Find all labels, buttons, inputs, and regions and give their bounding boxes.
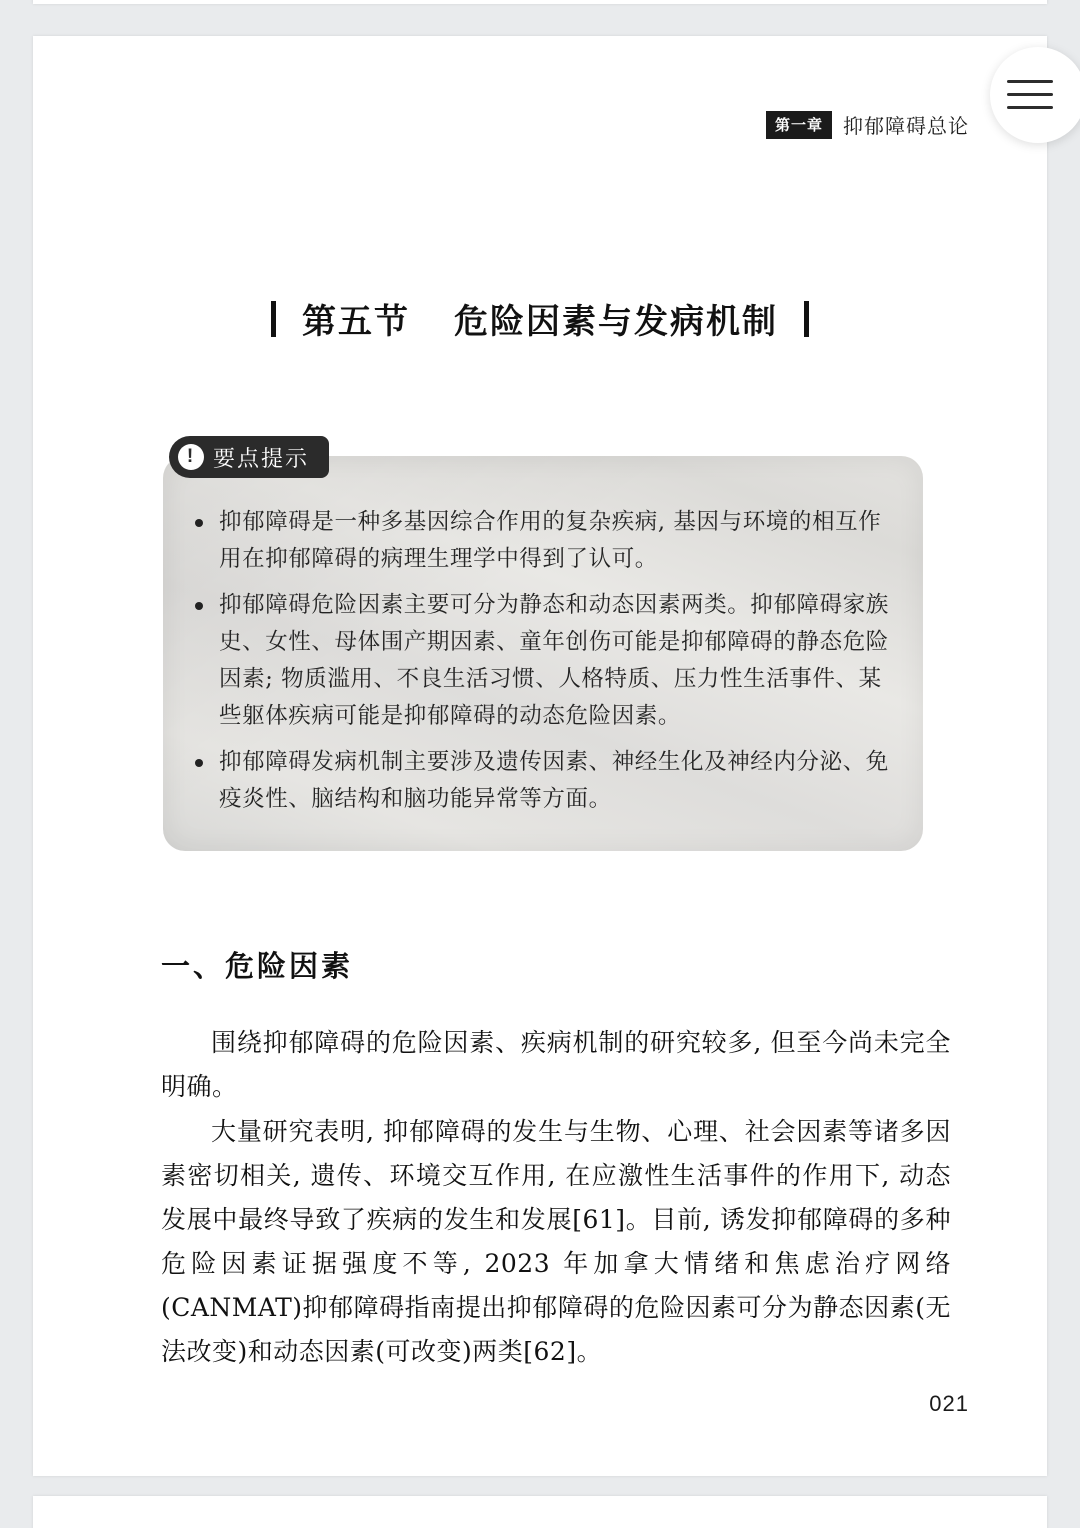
title-rule-right — [804, 301, 809, 337]
document-page[interactable] — [33, 36, 1047, 1476]
page-number: 021 — [929, 1391, 969, 1416]
list-item: 抑郁障碍发病机制主要涉及遗传因素、神经生化及神经内分泌、免疫炎性、脑结构和脑功能异常等方面。 — [193, 744, 889, 818]
key-points-label — [169, 436, 329, 478]
previous-page-sheet — [33, 0, 1047, 4]
key-points-box — [163, 445, 923, 851]
paragraph: 大量研究表明, 抑郁障碍的发生与生物、心理、社会因素等诸多因素密切相关, 遗传、环境交互作用, 在应激性生活事件的作用下, 动态发展中最终导致了疾病的发生和发展[61]。目前, 诱发抑郁障碍的多种危险因素证据强度不等, 2023 年加拿大情绪和焦虑治疗网络(CANMAT)抑郁障碍指南提出抑郁障碍的危险因素可分为静态因素(无法改变)和动态因素(可改变)两类[62]。 — [161, 1117, 951, 1366]
next-page-sheet — [33, 1496, 1047, 1528]
chapter-title-text: 抑郁障碍总论 — [843, 116, 969, 138]
title-rule-left — [271, 301, 276, 337]
running-head — [766, 110, 969, 139]
section-heading-text: 危险因素与发病机制 — [454, 303, 778, 341]
menu-button[interactable] — [990, 47, 1080, 143]
body-text — [161, 1021, 951, 1375]
section-number: 第五节 — [302, 303, 410, 341]
menu-icon — [1007, 80, 1053, 110]
list-item: 抑郁障碍是一种多基因综合作用的复杂疾病, 基因与环境的相互作用在抑郁障碍的病理生理学中得到了认可。 — [193, 504, 889, 578]
exclamation-icon: ! — [178, 444, 204, 470]
paragraph: 围绕抑郁障碍的危险因素、疾病机制的研究较多, 但至今尚未完全明确。 — [161, 1028, 951, 1101]
page-title — [33, 294, 1047, 343]
chapter-number-tag: 第一章 — [766, 111, 832, 139]
list-item: 抑郁障碍危险因素主要可分为静态和动态因素两类。抑郁障碍家族史、女性、母体围产期因素、童年创伤可能是抑郁障碍的静态危险因素; 物质滥用、不良生活习惯、人格特质、压力性生活事件、某些躯体疾病可能是抑郁障碍的动态危险因素。 — [193, 587, 889, 735]
subheading-risk-factors: 一、危险因素 — [161, 951, 354, 983]
key-points-list — [163, 456, 923, 847]
key-points-label-text: 要点提示 — [213, 445, 310, 471]
